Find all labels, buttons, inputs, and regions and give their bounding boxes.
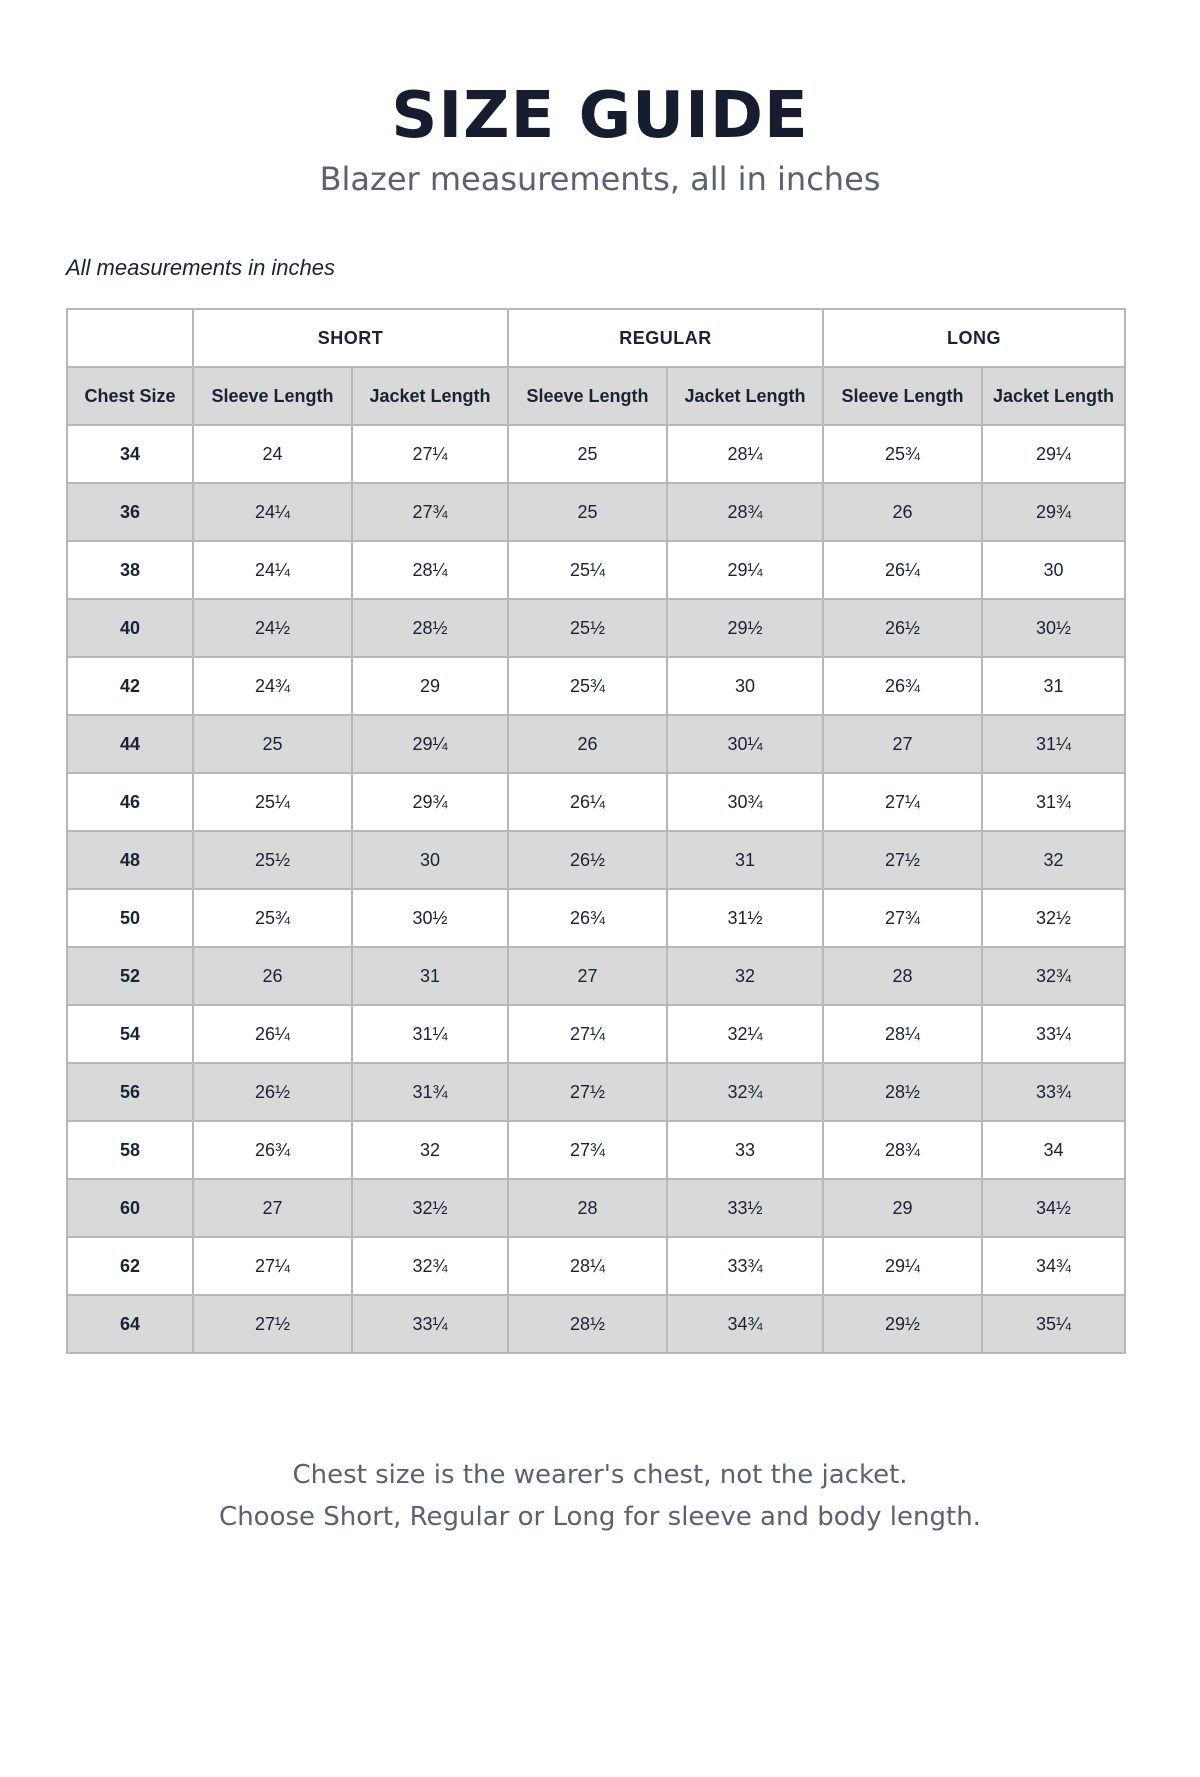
long-jacket-cell: 32½: [982, 889, 1125, 947]
short-sleeve-cell: 24¾: [193, 657, 352, 715]
page-subtitle: Blazer measurements, all in inches: [319, 160, 881, 198]
regular-jacket-cell: 30: [667, 657, 823, 715]
measurement-note: All measurements in inches: [66, 255, 336, 280]
column-header-chest-size: Chest Size: [67, 367, 193, 425]
chest-size-cell: 62: [67, 1237, 193, 1295]
long-jacket-cell: 31: [982, 657, 1125, 715]
short-sleeve-cell: 24: [193, 425, 352, 483]
short-sleeve-cell: 25½: [193, 831, 352, 889]
regular-jacket-cell: 30¼: [667, 715, 823, 773]
long-sleeve-cell: 29¼: [823, 1237, 982, 1295]
short-sleeve-cell: 25¾: [193, 889, 352, 947]
regular-jacket-cell: 28¾: [667, 483, 823, 541]
regular-sleeve-cell: 25: [508, 483, 667, 541]
table-row: [67, 483, 1125, 541]
long-sleeve-cell: 29½: [823, 1295, 982, 1353]
size-table-body: [67, 425, 1125, 1353]
short-sleeve-cell: 26: [193, 947, 352, 1005]
table-row: [67, 1179, 1125, 1237]
regular-jacket-cell: 30¾: [667, 773, 823, 831]
size-table: [66, 308, 1126, 1354]
long-sleeve-cell: 29: [823, 1179, 982, 1237]
regular-sleeve-cell: 27: [508, 947, 667, 1005]
group-header-regular: REGULAR: [508, 309, 823, 367]
long-jacket-cell: 29¼: [982, 425, 1125, 483]
long-sleeve-cell: 27½: [823, 831, 982, 889]
long-jacket-cell: 34: [982, 1121, 1125, 1179]
regular-sleeve-cell: 25: [508, 425, 667, 483]
chest-size-cell: 34: [67, 425, 193, 483]
chest-size-cell: 48: [67, 831, 193, 889]
chest-size-cell: 64: [67, 1295, 193, 1353]
regular-jacket-cell: 33¾: [667, 1237, 823, 1295]
short-jacket-cell: 32¾: [352, 1237, 508, 1295]
short-sleeve-cell: 26½: [193, 1063, 352, 1121]
chest-size-cell: 44: [67, 715, 193, 773]
regular-sleeve-cell: 26¼: [508, 773, 667, 831]
short-sleeve-cell: 24½: [193, 599, 352, 657]
long-sleeve-cell: 26½: [823, 599, 982, 657]
column-header-long-sleeve: Sleeve Length: [823, 367, 982, 425]
table-row: [67, 831, 1125, 889]
table-row: [67, 715, 1125, 773]
regular-sleeve-cell: 27¾: [508, 1121, 667, 1179]
table-row: [67, 773, 1125, 831]
short-jacket-cell: 32½: [352, 1179, 508, 1237]
regular-sleeve-cell: 27¼: [508, 1005, 667, 1063]
regular-sleeve-cell: 25¾: [508, 657, 667, 715]
short-jacket-cell: 31¾: [352, 1063, 508, 1121]
table-row: [67, 599, 1125, 657]
long-sleeve-cell: 26¾: [823, 657, 982, 715]
chest-size-cell: 60: [67, 1179, 193, 1237]
regular-jacket-cell: 33: [667, 1121, 823, 1179]
long-jacket-cell: 31¼: [982, 715, 1125, 773]
short-sleeve-cell: 27½: [193, 1295, 352, 1353]
table-row: [67, 1237, 1125, 1295]
short-jacket-cell: 30½: [352, 889, 508, 947]
regular-sleeve-cell: 28¼: [508, 1237, 667, 1295]
regular-sleeve-cell: 28½: [508, 1295, 667, 1353]
long-jacket-cell: 33¾: [982, 1063, 1125, 1121]
long-sleeve-cell: 26¼: [823, 541, 982, 599]
long-sleeve-cell: 27¼: [823, 773, 982, 831]
chest-size-cell: 36: [67, 483, 193, 541]
regular-jacket-cell: 33½: [667, 1179, 823, 1237]
regular-sleeve-cell: 28: [508, 1179, 667, 1237]
long-sleeve-cell: 28: [823, 947, 982, 1005]
regular-jacket-cell: 31: [667, 831, 823, 889]
regular-sleeve-cell: 26½: [508, 831, 667, 889]
regular-jacket-cell: 29½: [667, 599, 823, 657]
group-header-blank: [67, 309, 193, 367]
short-sleeve-cell: 24¼: [193, 483, 352, 541]
long-jacket-cell: 34¾: [982, 1237, 1125, 1295]
chest-size-cell: 54: [67, 1005, 193, 1063]
short-jacket-cell: 32: [352, 1121, 508, 1179]
column-header-long-jacket: Jacket Length: [982, 367, 1125, 425]
regular-sleeve-cell: 26: [508, 715, 667, 773]
long-sleeve-cell: 25¾: [823, 425, 982, 483]
regular-sleeve-cell: 25¼: [508, 541, 667, 599]
regular-jacket-cell: 32¼: [667, 1005, 823, 1063]
page-title: SIZE GUIDE: [391, 79, 809, 153]
short-jacket-cell: 30: [352, 831, 508, 889]
short-sleeve-cell: 24¼: [193, 541, 352, 599]
regular-sleeve-cell: 26¾: [508, 889, 667, 947]
short-sleeve-cell: 25: [193, 715, 352, 773]
short-jacket-cell: 29¼: [352, 715, 508, 773]
regular-sleeve-cell: 27½: [508, 1063, 667, 1121]
short-jacket-cell: 29¾: [352, 773, 508, 831]
long-sleeve-cell: 26: [823, 483, 982, 541]
long-jacket-cell: 32: [982, 831, 1125, 889]
chest-size-cell: 58: [67, 1121, 193, 1179]
group-header-long: LONG: [823, 309, 1125, 367]
chest-size-cell: 46: [67, 773, 193, 831]
table-row: [67, 657, 1125, 715]
regular-jacket-cell: 32: [667, 947, 823, 1005]
chest-size-cell: 42: [67, 657, 193, 715]
regular-jacket-cell: 34¾: [667, 1295, 823, 1353]
short-jacket-cell: 31¼: [352, 1005, 508, 1063]
short-jacket-cell: 28½: [352, 599, 508, 657]
short-jacket-cell: 28¼: [352, 541, 508, 599]
group-header-row: [67, 309, 1125, 367]
regular-sleeve-cell: 25½: [508, 599, 667, 657]
table-row: [67, 889, 1125, 947]
long-sleeve-cell: 28¾: [823, 1121, 982, 1179]
chest-size-cell: 38: [67, 541, 193, 599]
long-jacket-cell: 29¾: [982, 483, 1125, 541]
short-sleeve-cell: 27: [193, 1179, 352, 1237]
table-row: [67, 1005, 1125, 1063]
footer-notes: [0, 1454, 1200, 1538]
footer-line-1: Chest size is the wearer's chest, not the jacket.: [292, 1460, 908, 1490]
table-row: [67, 541, 1125, 599]
regular-jacket-cell: 32¾: [667, 1063, 823, 1121]
long-sleeve-cell: 28¼: [823, 1005, 982, 1063]
table-row: [67, 1295, 1125, 1353]
long-sleeve-cell: 27¾: [823, 889, 982, 947]
regular-jacket-cell: 29¼: [667, 541, 823, 599]
short-jacket-cell: 27¼: [352, 425, 508, 483]
regular-jacket-cell: 31½: [667, 889, 823, 947]
long-sleeve-cell: 28½: [823, 1063, 982, 1121]
chest-size-cell: 50: [67, 889, 193, 947]
group-header-short: SHORT: [193, 309, 508, 367]
table-row: [67, 1063, 1125, 1121]
long-jacket-cell: 34½: [982, 1179, 1125, 1237]
short-sleeve-cell: 26¾: [193, 1121, 352, 1179]
column-header-short-sleeve: Sleeve Length: [193, 367, 352, 425]
long-jacket-cell: 35¼: [982, 1295, 1125, 1353]
long-sleeve-cell: 27: [823, 715, 982, 773]
short-jacket-cell: 27¾: [352, 483, 508, 541]
short-jacket-cell: 33¼: [352, 1295, 508, 1353]
long-jacket-cell: 31¾: [982, 773, 1125, 831]
table-row: [67, 425, 1125, 483]
short-sleeve-cell: 25¼: [193, 773, 352, 831]
short-jacket-cell: 29: [352, 657, 508, 715]
long-jacket-cell: 30½: [982, 599, 1125, 657]
column-header-regular-sleeve: Sleeve Length: [508, 367, 667, 425]
chest-size-cell: 40: [67, 599, 193, 657]
footer-line-2: Choose Short, Regular or Long for sleeve and body length.: [219, 1502, 981, 1532]
short-sleeve-cell: 27¼: [193, 1237, 352, 1295]
table-row: [67, 1121, 1125, 1179]
long-jacket-cell: 30: [982, 541, 1125, 599]
short-jacket-cell: 31: [352, 947, 508, 1005]
column-header-regular-jacket: Jacket Length: [667, 367, 823, 425]
long-jacket-cell: 32¾: [982, 947, 1125, 1005]
table-row: [67, 947, 1125, 1005]
regular-jacket-cell: 28¼: [667, 425, 823, 483]
long-jacket-cell: 33¼: [982, 1005, 1125, 1063]
short-sleeve-cell: 26¼: [193, 1005, 352, 1063]
column-header-short-jacket: Jacket Length: [352, 367, 508, 425]
column-header-row: [67, 367, 1125, 425]
chest-size-cell: 52: [67, 947, 193, 1005]
chest-size-cell: 56: [67, 1063, 193, 1121]
